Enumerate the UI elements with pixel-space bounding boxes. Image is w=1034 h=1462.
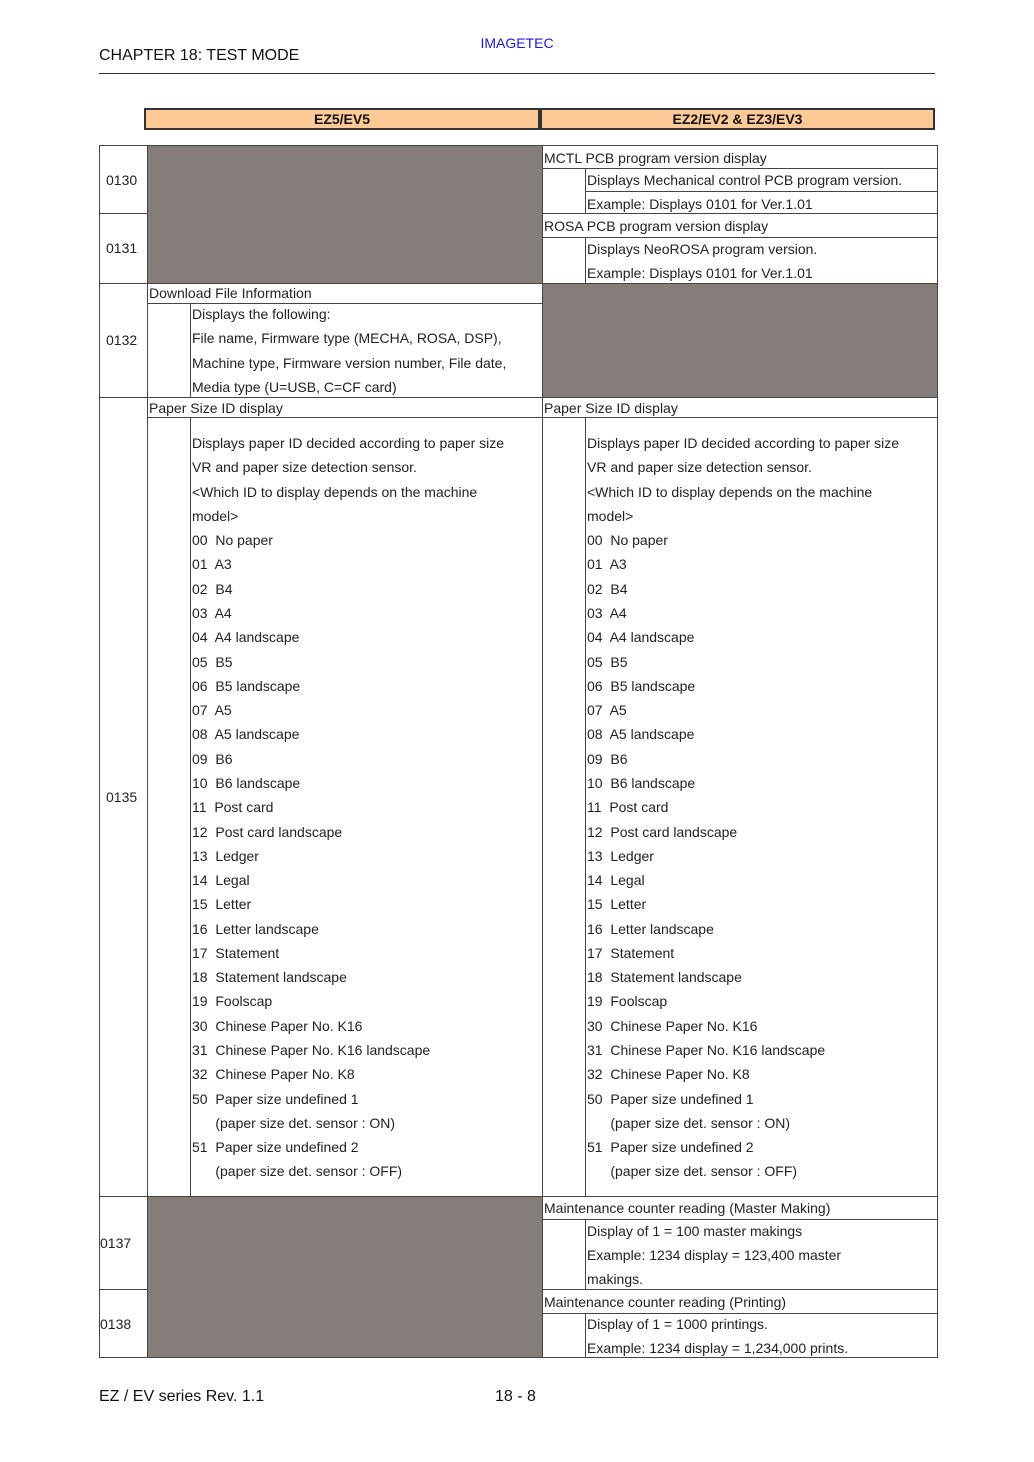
paper-id-line: 51 Paper size undefined 2 [587,1139,754,1156]
cell-divider [147,417,938,418]
row-0130-title: MCTL PCB program version display [544,150,767,166]
paper-id-line: 32 Chinese Paper No. K8 [192,1066,355,1083]
paper-id-line: <Which ID to display depends on the machine [587,483,873,500]
paper-id-line: 31 Chinese Paper No. K16 landscape [587,1042,826,1058]
paper-id-line: Displays paper ID decided according to paper size [192,435,505,451]
paper-id-line: 19 Foolscap [192,993,273,1010]
row-0131-title: ROSA PCB program version display [544,218,769,234]
unavailable-cell [148,1197,542,1357]
paper-id-line: 02 B4 [192,580,233,597]
column-header-right [540,108,935,130]
paper-id-line: VR and paper size detection sensor. [192,459,417,476]
indent-divider [190,303,191,397]
cell-divider [147,303,542,304]
column-header-right-label: EZ2/EV2 & EZ3/EV3 [672,111,803,127]
row-0132-title: Download File Information [149,285,312,301]
paper-id-line: 18 Statement landscape [192,969,347,986]
footer-series: EZ / EV series Rev. 1.1 [99,1388,265,1405]
indent-divider [585,237,586,283]
row-code-0138: 0138 [100,1316,132,1332]
row-code-0131: 0131 [106,240,138,256]
row-0137-line: makings. [587,1271,644,1287]
paper-id-line: (paper size det. sensor : OFF) [587,1163,798,1180]
paper-id-line: 03 A4 [192,605,232,621]
paper-id-line: 05 B5 [192,653,233,670]
row-code-0130: 0130 [106,172,138,188]
paper-id-line: 06 B5 landscape [192,677,301,694]
indent-divider [585,1313,586,1357]
paper-id-line: 01 A3 [587,556,627,573]
row-0137-title: Maintenance counter reading (Master Making) [544,1200,831,1216]
row-code-0132: 0132 [106,332,138,348]
paper-id-line: 16 Letter landscape [587,920,714,937]
paper-id-line: 31 Chinese Paper No. K16 landscape [192,1042,431,1058]
cell-divider [542,1313,938,1314]
paper-id-line: 11 Post card [192,799,274,816]
paper-id-line: 19 Foolscap [587,993,668,1010]
paper-id-line: 13 Ledger [587,847,654,864]
paper-id-line: 50 Paper size undefined 1 [192,1090,359,1107]
paper-id-line: 30 Chinese Paper No. K16 [192,1017,363,1034]
paper-id-line: 06 B5 landscape [587,677,696,694]
paper-id-line: (paper size det. sensor : ON) [587,1114,791,1131]
code-column-divider [147,145,148,1358]
row-0138-title: Maintenance counter reading (Printing) [544,1294,787,1310]
row-0135-right-title: Paper Size ID display [544,400,678,416]
paper-id-line: 17 Statement [587,944,675,961]
paper-id-line: 10 B6 landscape [192,774,301,791]
row-0135-left-title: Paper Size ID display [149,400,283,416]
indent-divider [585,1219,586,1289]
paper-id-line: 09 B6 [192,750,233,767]
row-0137-line: Example: 1234 display = 123,400 master [587,1247,842,1263]
paper-id-line: Displays paper ID decided according to paper size [587,435,900,451]
column-header-left [144,108,540,130]
row-0132-line: Displays the following: [192,306,331,322]
paper-id-line: 50 Paper size undefined 1 [587,1090,754,1107]
paper-id-line: 01 A3 [192,556,232,573]
paper-id-line: VR and paper size detection sensor. [587,459,812,476]
paper-id-line: 11 Post card [587,799,669,816]
paper-id-line: (paper size det. sensor : ON) [192,1114,396,1131]
indent-divider [190,417,191,1196]
paper-id-line: 16 Letter landscape [192,920,319,937]
unavailable-cell [543,284,937,397]
paper-id-line: 00 No paper [587,532,668,549]
row-code-0137: 0137 [100,1235,132,1251]
cell-divider [542,168,938,169]
row-0131-line: Example: Displays 0101 for Ver.1.01 [587,265,813,281]
paper-id-line: 03 A4 [587,605,627,621]
row-0130-line: Displays Mechanical control PCB program version. [587,172,903,188]
paper-id-line: 15 Letter [587,896,647,913]
row-0132-line: File name, Firmware type (MECHA, ROSA, DSP), [192,330,502,346]
paper-id-line: 12 Post card landscape [587,823,738,840]
paper-id-line: 51 Paper size undefined 2 [192,1139,359,1156]
paper-id-line: <Which ID to display depends on the machine [192,483,478,500]
row-code-0135: 0135 [106,789,138,805]
paper-id-line: 12 Post card landscape [192,823,343,840]
row-0138-line: Example: 1234 display = 1,234,000 prints. [587,1340,849,1356]
paper-id-line: 17 Statement [192,944,280,961]
paper-id-line: 04 A4 landscape [587,629,695,646]
paper-id-line: 00 No paper [192,532,273,549]
paper-id-line: 14 Legal [587,872,645,888]
paper-id-line: model> [587,507,634,524]
row-0132-line: Media type (U=USB, C=CF card) [192,379,397,395]
paper-id-line: model> [192,507,239,524]
brand-name: IMAGETEC [480,35,554,51]
paper-id-line: 05 B5 [587,653,628,670]
row-0138-line: Display of 1 = 1000 printings. [587,1316,768,1332]
paper-id-line: 07 A5 [587,702,627,719]
paper-id-line: 02 B4 [587,580,628,597]
paper-id-line: 15 Letter [192,896,252,913]
page-number: 18 - 8 [495,1388,536,1405]
header-rule [99,73,935,74]
row-0132-line: Machine type, Firmware version number, File date, [192,355,507,371]
paper-id-line: 10 B6 landscape [587,774,696,791]
cell-divider [542,1219,938,1220]
row-0131-line: Displays NeoROSA program version. [587,241,818,257]
paper-id-line: 32 Chinese Paper No. K8 [587,1066,750,1083]
row-divider [99,397,938,398]
paper-id-line: 07 A5 [192,702,232,719]
paper-id-line: 08 A5 landscape [192,726,300,743]
column-header-left-label: EZ5/EV5 [313,111,371,127]
indent-divider [585,417,586,1196]
paper-id-line: 14 Legal [192,872,250,888]
row-0130-line: Example: Displays 0101 for Ver.1.01 [587,196,813,212]
paper-id-line: 30 Chinese Paper No. K16 [587,1017,758,1034]
chapter-title: CHAPTER 18: TEST MODE [99,47,300,64]
paper-id-line: 09 B6 [587,750,628,767]
cell-divider [585,191,938,192]
paper-id-line: 08 A5 landscape [587,726,695,743]
paper-id-line: (paper size det. sensor : OFF) [192,1163,403,1180]
cell-divider [542,237,938,238]
paper-id-line: 13 Ledger [192,847,259,864]
paper-id-line: 04 A4 landscape [192,629,300,646]
paper-id-line: 18 Statement landscape [587,969,742,986]
row-0137-line: Display of 1 = 100 master makings [587,1223,803,1239]
unavailable-cell [148,146,542,283]
